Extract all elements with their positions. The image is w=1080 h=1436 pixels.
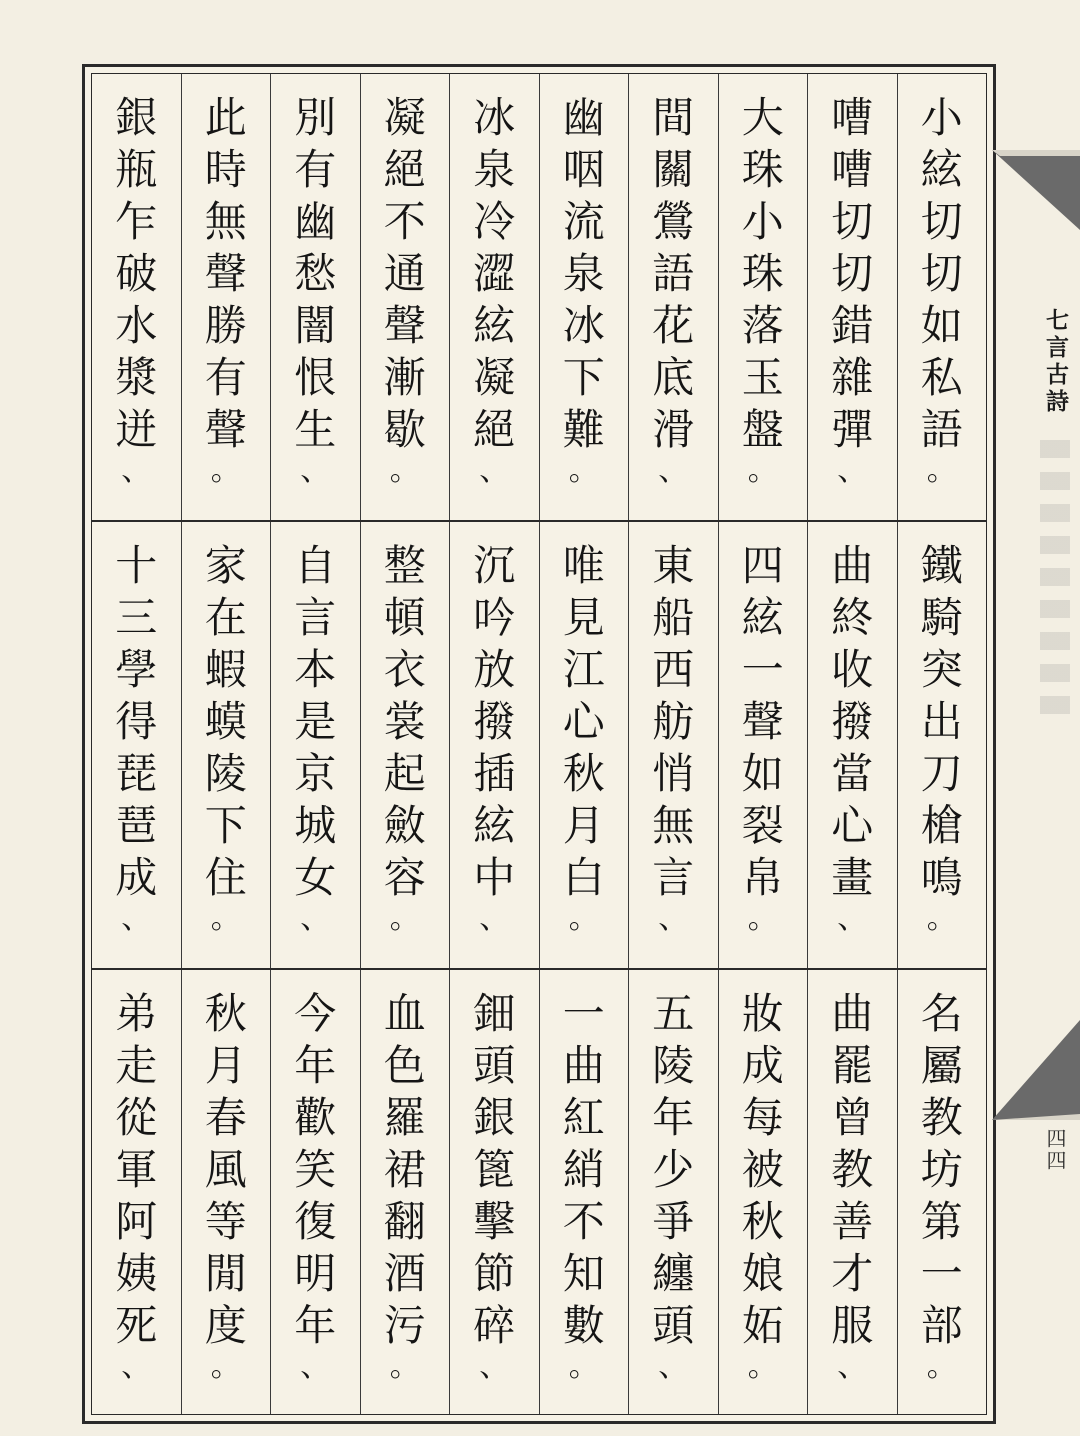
calligraphy-character: 唯: [562, 540, 605, 590]
punctuation-mark: 、: [121, 453, 152, 488]
calligraphy-character: 擊: [473, 1196, 516, 1246]
calligraphy-character: 起: [383, 748, 426, 798]
calligraphy-character: 冰: [473, 93, 516, 142]
calligraphy-character: 羅: [383, 1092, 426, 1142]
punctuation-mark: 。: [210, 900, 241, 936]
calligraphy-character: 復: [294, 1196, 337, 1246]
calligraphy-character: 在: [204, 592, 247, 642]
calligraphy-character: 鶯: [652, 197, 695, 246]
calligraphy-character: 閒: [204, 1248, 247, 1298]
grid-column: [181, 74, 271, 520]
calligraphy-character: 關: [652, 145, 695, 194]
grid-column: [897, 522, 987, 968]
calligraphy-character: 歇: [383, 405, 426, 454]
punctuation-mark: 、: [837, 900, 868, 936]
calligraphy-character: 心: [562, 696, 605, 746]
calligraphy-character: 小: [920, 93, 963, 142]
calligraphy-character: 終: [831, 592, 874, 642]
calligraphy-character: 城: [294, 800, 337, 850]
calligraphy-character: 京: [294, 748, 337, 798]
calligraphy-character: 教: [831, 1144, 874, 1194]
calligraphy-character: 鈿: [473, 988, 516, 1038]
calligraphy-character: 明: [294, 1248, 337, 1298]
calligraphy-character: 蝦: [204, 644, 247, 694]
grid-column: [628, 522, 718, 968]
calligraphy-character: 落: [741, 301, 784, 350]
calligraphy-character: 乍: [115, 197, 158, 246]
punctuation-mark: 。: [389, 1348, 420, 1384]
grid-column: [807, 74, 897, 520]
calligraphy-character: 水: [115, 301, 158, 350]
calligraphy-character: 滑: [652, 405, 695, 454]
calligraphy-character: 銀: [473, 1092, 516, 1142]
calligraphy-character: 間: [652, 93, 695, 142]
calligraphy-character: 是: [294, 696, 337, 746]
calligraphy-character: 雜: [831, 353, 874, 402]
calligraphy-character: 年: [294, 1040, 337, 1090]
calligraphy-character: 絃: [473, 800, 516, 850]
calligraphy-character: 語: [920, 405, 963, 454]
calligraphy-character: 色: [383, 1040, 426, 1090]
calligraphy-character: 絃: [741, 592, 784, 642]
calligraphy-character: 錯: [831, 301, 874, 350]
calligraphy-character: 整: [383, 540, 426, 590]
calligraphy-character: 刀: [920, 748, 963, 798]
calligraphy-character: 善: [831, 1196, 874, 1246]
punctuation-mark: 、: [479, 900, 510, 936]
calligraphy-character: 教: [920, 1092, 963, 1142]
grid-column: [360, 74, 450, 520]
calligraphy-character: 成: [741, 1040, 784, 1090]
calligraphy-character: 篦: [473, 1144, 516, 1194]
calligraphy-character: 聲: [383, 301, 426, 350]
calligraphy-character: 曲: [562, 1040, 605, 1090]
calligraphy-character: 槍: [920, 800, 963, 850]
grid-column: [92, 970, 181, 1414]
grid-column: [718, 522, 808, 968]
calligraphy-character: 家: [204, 540, 247, 590]
grid-column: [360, 970, 450, 1414]
calligraphy-character: 十: [115, 540, 158, 590]
page-edge-tab-bottom: [992, 1020, 1080, 1120]
calligraphy-character: 服: [831, 1300, 874, 1350]
grid-column: [539, 522, 629, 968]
punctuation-mark: 、: [479, 453, 510, 488]
calligraphy-character: 嘈: [831, 145, 874, 194]
calligraphy-character: 珠: [741, 249, 784, 298]
calligraphy-character: 通: [383, 249, 426, 298]
calligraphy-character: 大: [741, 93, 784, 142]
calligraphy-character: 幽: [294, 197, 337, 246]
calligraphy-character: 本: [294, 644, 337, 694]
grid-column: [270, 970, 360, 1414]
calligraphy-character: 妬: [741, 1300, 784, 1350]
calligraphy-character: 生: [294, 405, 337, 454]
calligraphy-character: 切: [920, 249, 963, 298]
calligraphy-character: 數: [562, 1300, 605, 1350]
calligraphy-character: 泉: [473, 145, 516, 194]
calligraphy-character: 陵: [652, 1040, 695, 1090]
calligraphy-character: 秋: [741, 1196, 784, 1246]
punctuation-mark: 。: [747, 1348, 778, 1384]
punctuation-mark: 、: [121, 1348, 152, 1384]
calligraphy-character: 學: [115, 644, 158, 694]
punctuation-mark: 。: [926, 453, 957, 488]
calligraphy-character: 收: [831, 644, 874, 694]
calligraphy-character: 如: [741, 748, 784, 798]
calligraphy-character: 每: [741, 1092, 784, 1142]
calligraphy-character: 西: [652, 644, 695, 694]
calligraphy-character: 曲: [831, 540, 874, 590]
punctuation-mark: 、: [658, 900, 689, 936]
calligraphy-character: 第: [920, 1196, 963, 1246]
calligraphy-character: 節: [473, 1248, 516, 1298]
calligraphy-character: 今: [294, 988, 337, 1038]
calligraphy-character: 心: [831, 800, 874, 850]
calligraphy-character: 銀: [115, 93, 158, 142]
calligraphy-character: 船: [652, 592, 695, 642]
calligraphy-character: 言: [652, 852, 695, 902]
calligraphy-character: 花: [652, 301, 695, 350]
punctuation-mark: 。: [568, 1348, 599, 1384]
calligraphy-grid: [91, 73, 987, 1415]
calligraphy-character: 沉: [473, 540, 516, 590]
calligraphy-character: 四: [741, 540, 784, 590]
grid-column: [628, 74, 718, 520]
calligraphy-character: 走: [115, 1040, 158, 1090]
grid-column: [807, 522, 897, 968]
calligraphy-character: 一: [562, 988, 605, 1038]
calligraphy-character: 屬: [920, 1040, 963, 1090]
calligraphy-character: 下: [204, 800, 247, 850]
calligraphy-character: 澀: [473, 249, 516, 298]
grid-row-1: [92, 74, 986, 522]
punctuation-mark: 、: [300, 900, 331, 936]
calligraphy-character: 等: [204, 1196, 247, 1246]
calligraphy-character: 曲: [831, 988, 874, 1038]
calligraphy-character: 有: [204, 353, 247, 402]
calligraphy-character: 撥: [473, 696, 516, 746]
calligraphy-character: 容: [383, 852, 426, 902]
calligraphy-character: 騎: [920, 592, 963, 642]
grid-column: [449, 74, 539, 520]
grid-column: [897, 74, 987, 520]
calligraphy-character: 中: [473, 852, 516, 902]
punctuation-mark: 。: [926, 1348, 957, 1384]
calligraphy-character: 才: [831, 1248, 874, 1298]
calligraphy-character: 死: [115, 1300, 158, 1350]
calligraphy-character: 咽: [562, 145, 605, 194]
calligraphy-character: 出: [920, 696, 963, 746]
calligraphy-character: 蟆: [204, 696, 247, 746]
calligraphy-character: 私: [920, 353, 963, 402]
punctuation-mark: 、: [658, 1348, 689, 1384]
calligraphy-character: 成: [115, 852, 158, 902]
calligraphy-character: 知: [562, 1248, 605, 1298]
calligraphy-character: 從: [115, 1092, 158, 1142]
calligraphy-character: 見: [562, 592, 605, 642]
punctuation-mark: 。: [747, 453, 778, 488]
punctuation-mark: 、: [121, 900, 152, 936]
calligraphy-character: 突: [920, 644, 963, 694]
calligraphy-character: 闇: [294, 301, 337, 350]
calligraphy-character: 凝: [473, 353, 516, 402]
calligraphy-character: 月: [562, 800, 605, 850]
calligraphy-character: 阿: [115, 1196, 158, 1246]
calligraphy-character: 一: [741, 644, 784, 694]
calligraphy-character: 裳: [383, 696, 426, 746]
calligraphy-character: 年: [294, 1300, 337, 1350]
calligraphy-character: 姨: [115, 1248, 158, 1298]
calligraphy-character: 悄: [652, 748, 695, 798]
calligraphy-character: 無: [204, 197, 247, 246]
calligraphy-character: 琶: [115, 800, 158, 850]
calligraphy-character: 頭: [652, 1300, 695, 1350]
punctuation-mark: 。: [389, 900, 420, 936]
calligraphy-character: 帛: [741, 852, 784, 902]
calligraphy-character: 鳴: [920, 852, 963, 902]
calligraphy-character: 舫: [652, 696, 695, 746]
grid-column: [181, 522, 271, 968]
grid-column: [270, 522, 360, 968]
calligraphy-character: 難: [562, 405, 605, 454]
calligraphy-character: 迸: [115, 405, 158, 454]
grid-column: [807, 970, 897, 1414]
calligraphy-character: 東: [652, 540, 695, 590]
calligraphy-character: 部: [920, 1300, 963, 1350]
calligraphy-character: 言: [294, 592, 337, 642]
calligraphy-character: 嘈: [831, 93, 874, 142]
calligraphy-character: 玉: [741, 353, 784, 402]
calligraphy-character: 紅: [562, 1092, 605, 1142]
calligraphy-character: 無: [652, 800, 695, 850]
calligraphy-character: 撥: [831, 696, 874, 746]
calligraphy-character: 娘: [741, 1248, 784, 1298]
grid-row-2: [92, 522, 986, 970]
calligraphy-character: 絕: [473, 405, 516, 454]
calligraphy-character: 切: [831, 197, 874, 246]
calligraphy-character: 聲: [204, 249, 247, 298]
calligraphy-character: 血: [383, 988, 426, 1038]
punctuation-mark: 、: [837, 1348, 868, 1384]
calligraphy-character: 衣: [383, 644, 426, 694]
punctuation-mark: 。: [389, 453, 420, 488]
calligraphy-character: 彈: [831, 405, 874, 454]
calligraphy-character: 爭: [652, 1196, 695, 1246]
calligraphy-character: 切: [831, 249, 874, 298]
calligraphy-character: 絕: [383, 145, 426, 194]
calligraphy-character: 語: [652, 249, 695, 298]
calligraphy-character: 如: [920, 301, 963, 350]
punctuation-mark: 、: [658, 453, 689, 488]
running-title: 七言古詩: [1042, 308, 1068, 416]
calligraphy-character: 畫: [831, 852, 874, 902]
calligraphy-character: 漿: [115, 353, 158, 402]
calligraphy-character: 流: [562, 197, 605, 246]
calligraphy-character: 酒: [383, 1248, 426, 1298]
calligraphy-character: 名: [920, 988, 963, 1038]
calligraphy-character: 凝: [383, 93, 426, 142]
grid-column: [449, 522, 539, 968]
grid-column: [628, 970, 718, 1414]
punctuation-mark: 、: [300, 1348, 331, 1384]
calligraphy-character: 底: [652, 353, 695, 402]
punctuation-mark: 。: [210, 453, 241, 488]
calligraphy-character: 軍: [115, 1144, 158, 1194]
calligraphy-character: 絃: [473, 301, 516, 350]
calligraphy-character: 切: [920, 197, 963, 246]
calligraphy-character: 聲: [204, 405, 247, 454]
grid-column: [360, 522, 450, 968]
grid-column: [181, 970, 271, 1414]
calligraphy-character: 風: [204, 1144, 247, 1194]
punctuation-mark: 、: [837, 453, 868, 488]
calligraphy-character: 放: [473, 644, 516, 694]
calligraphy-character: 少: [652, 1144, 695, 1194]
calligraphy-character: 翻: [383, 1196, 426, 1246]
calligraphy-character: 三: [115, 592, 158, 642]
grid-column: [718, 74, 808, 520]
calligraphy-character: 月: [204, 1040, 247, 1090]
grid-column: [270, 74, 360, 520]
page-number: 四四: [1043, 1128, 1067, 1172]
calligraphy-character: 裂: [741, 800, 784, 850]
calligraphy-character: 時: [204, 145, 247, 194]
calligraphy-character: 曾: [831, 1092, 874, 1142]
calligraphy-character: 斂: [383, 800, 426, 850]
calligraphy-character: 別: [294, 93, 337, 142]
punctuation-mark: 。: [926, 900, 957, 936]
calligraphy-character: 秋: [204, 988, 247, 1038]
calligraphy-character: 漸: [383, 353, 426, 402]
calligraphy-character: 笑: [294, 1144, 337, 1194]
calligraphy-character: 小: [741, 197, 784, 246]
punctuation-mark: 。: [568, 453, 599, 488]
punctuation-mark: 、: [479, 1348, 510, 1384]
calligraphy-character: 妝: [741, 988, 784, 1038]
calligraphy-character: 歡: [294, 1092, 337, 1142]
calligraphy-character: 罷: [831, 1040, 874, 1090]
calligraphy-character: 自: [294, 540, 337, 590]
calligraphy-character: 當: [831, 748, 874, 798]
calligraphy-character: 碎: [473, 1300, 516, 1350]
calligraphy-character: 勝: [204, 301, 247, 350]
calligraphy-character: 一: [920, 1248, 963, 1298]
calligraphy-character: 琵: [115, 748, 158, 798]
calligraphy-character: 纏: [652, 1248, 695, 1298]
calligraphy-character: 污: [383, 1300, 426, 1350]
calligraphy-character: 鐵: [920, 540, 963, 590]
calligraphy-character: 此: [204, 93, 247, 142]
grid-column: [539, 74, 629, 520]
calligraphy-character: 白: [562, 852, 605, 902]
grid-row-3: [92, 970, 986, 1414]
calligraphy-character: 破: [115, 249, 158, 298]
calligraphy-character: 下: [562, 353, 605, 402]
punctuation-mark: 、: [300, 453, 331, 488]
calligraphy-character: 盤: [741, 405, 784, 454]
calligraphy-character: 不: [383, 197, 426, 246]
calligraphy-character: 裙: [383, 1144, 426, 1194]
punctuation-mark: 。: [210, 1348, 241, 1384]
calligraphy-character: 頭: [473, 1040, 516, 1090]
calligraphy-character: 絃: [920, 145, 963, 194]
calligraphy-character: 不: [562, 1196, 605, 1246]
grid-column: [92, 522, 181, 968]
calligraphy-character: 有: [294, 145, 337, 194]
grid-column: [92, 74, 181, 520]
calligraphy-character: 住: [204, 852, 247, 902]
calligraphy-character: 弟: [115, 988, 158, 1038]
page-edge-tab-top: [992, 150, 1080, 230]
grid-column: [897, 970, 987, 1414]
calligraphy-character: 吟: [473, 592, 516, 642]
grid-column: [539, 970, 629, 1414]
calligraphy-character: 冷: [473, 197, 516, 246]
calligraphy-character: 珠: [741, 145, 784, 194]
calligraphy-character: 被: [741, 1144, 784, 1194]
punctuation-mark: 。: [747, 900, 778, 936]
calligraphy-character: 女: [294, 852, 337, 902]
bleed-through-ghost: [1040, 440, 1070, 720]
grid-column: [449, 970, 539, 1414]
calligraphy-character: 陵: [204, 748, 247, 798]
calligraphy-character: 坊: [920, 1144, 963, 1194]
calligraphy-character: 得: [115, 696, 158, 746]
calligraphy-character: 瓶: [115, 145, 158, 194]
calligraphy-character: 聲: [741, 696, 784, 746]
calligraphy-character: 愁: [294, 249, 337, 298]
calligraphy-character: 秋: [562, 748, 605, 798]
calligraphy-character: 度: [204, 1300, 247, 1350]
calligraphy-character: 五: [652, 988, 695, 1038]
calligraphy-character: 插: [473, 748, 516, 798]
calligraphy-character: 綃: [562, 1144, 605, 1194]
calligraphy-character: 頓: [383, 592, 426, 642]
calligraphy-grid-frame: [82, 64, 996, 1424]
calligraphy-character: 春: [204, 1092, 247, 1142]
calligraphy-character: 幽: [562, 93, 605, 142]
calligraphy-character: 年: [652, 1092, 695, 1142]
punctuation-mark: 。: [568, 900, 599, 936]
calligraphy-character: 恨: [294, 353, 337, 402]
calligraphy-character: 江: [562, 644, 605, 694]
calligraphy-character: 泉: [562, 249, 605, 298]
calligraphy-character: 冰: [562, 301, 605, 350]
grid-column: [718, 970, 808, 1414]
